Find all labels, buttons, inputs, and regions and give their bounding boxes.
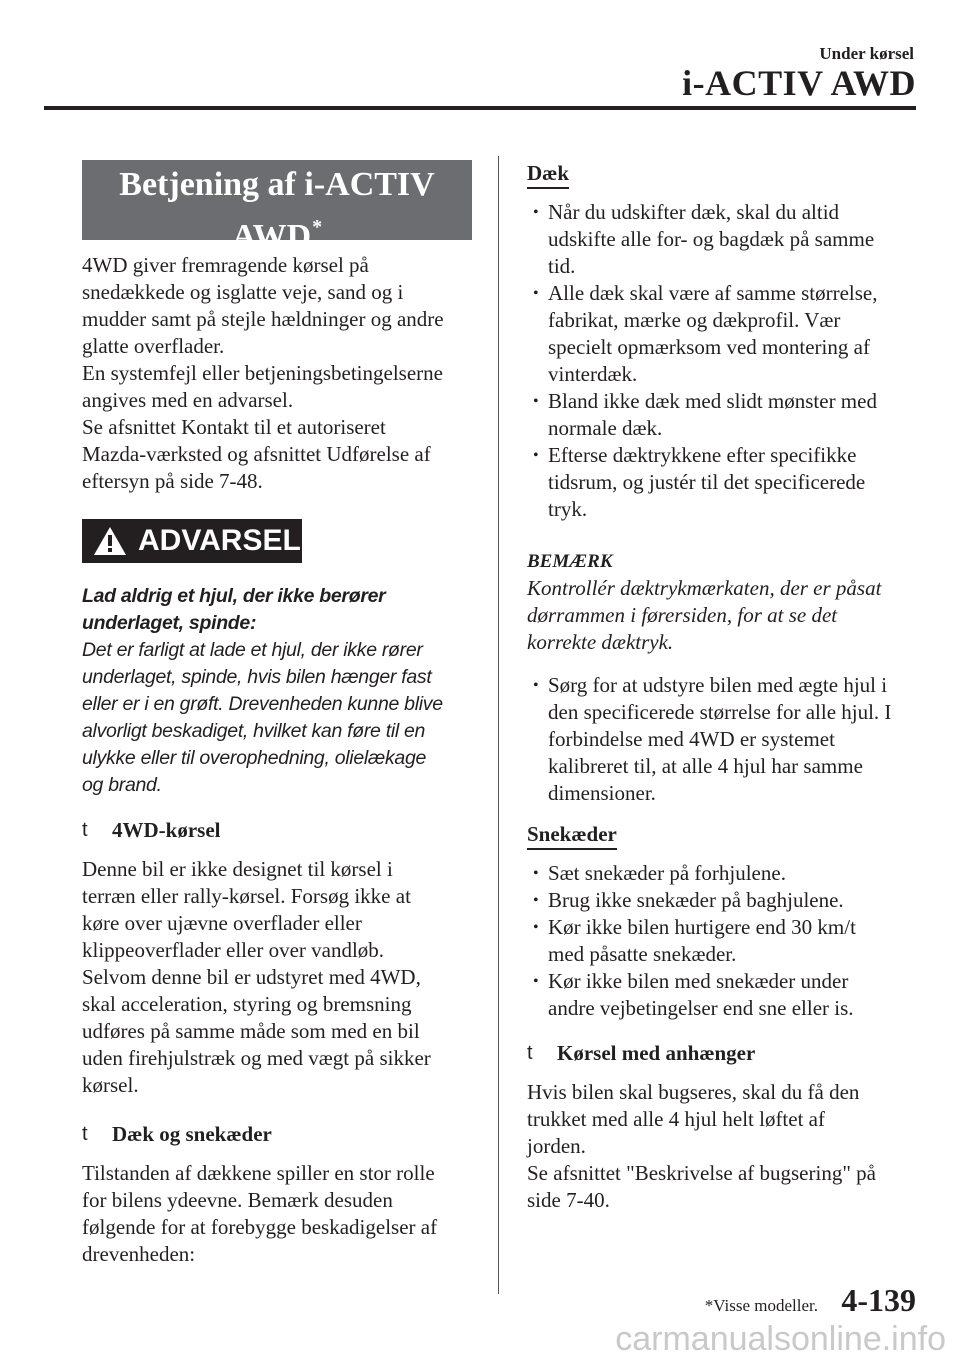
bullet-icon: •	[533, 204, 539, 221]
column-divider	[498, 156, 499, 1294]
bullet-icon: •	[533, 447, 539, 464]
subheading-trailer-text: Kørsel med anhænger	[557, 1041, 756, 1065]
paragraph-4wd	[82, 856, 472, 1099]
subheading-snow-chains: Snekæder	[527, 821, 617, 850]
footer-models-note: *Visse modeller.	[704, 1296, 818, 1315]
watermark: carmanualsonline.info	[615, 1320, 946, 1358]
paragraph-line: for bilens ydeevne. Bemærk desuden	[82, 1188, 393, 1212]
wheels-bullet-list	[527, 672, 927, 807]
paragraph-line: kørsel.	[82, 1073, 139, 1097]
list-item	[527, 442, 927, 523]
header-section-label: Under kørsel	[819, 44, 914, 63]
warning-heading-line: underlaget, spinde:	[82, 612, 257, 634]
left-column	[82, 160, 472, 1268]
warning-body-line: underlaget, spinde, hvis bilen hænger fast	[82, 666, 432, 688]
warning-text	[82, 583, 472, 799]
list-item	[527, 968, 927, 1022]
list-item-line: med påsatte snekæder.	[548, 942, 737, 966]
page-number: 4-139	[841, 1282, 916, 1318]
warning-body-line: alvorligt beskadiget, hvilket kan føre til en	[82, 720, 426, 742]
list-item	[527, 914, 927, 968]
list-item-line: tid.	[548, 254, 576, 278]
section-title-box	[82, 160, 472, 255]
warning-body-line: ulykke eller til overophedning, olielækage	[82, 747, 427, 769]
header-title: i-ACTIV AWD	[682, 63, 916, 103]
subheading-4wd	[82, 817, 472, 844]
note-line: dørrammen i førersiden, for at se det	[527, 603, 838, 627]
intro-paragraph	[82, 252, 472, 495]
section-marker: t	[527, 1042, 533, 1064]
list-item-line: normale dæk.	[548, 416, 663, 440]
list-item-line: Kør ikke bilen med snekæder under	[548, 969, 849, 993]
list-item-line: Sæt snekæder på forhjulene.	[548, 861, 786, 885]
models-asterisk: *	[312, 216, 323, 238]
paragraph-line: uden firehjulstræk og med vægt på sikker	[82, 1046, 431, 1070]
section-title-line2-text: AWD	[231, 218, 312, 255]
paragraph-line: Selvom denne bil er udstyret med 4WD,	[82, 965, 421, 989]
section-marker: t	[82, 1123, 88, 1145]
paragraph-line: Tilstanden af dækkene spiller en stor rolle	[82, 1161, 435, 1185]
section-title-line1: Betjening af i-ACTIV	[119, 166, 435, 203]
note-line: Kontrollér dæktrykmærkaten, der er påsat	[527, 576, 882, 600]
list-item-line: andre vejbetingelser end sne eller is.	[548, 996, 854, 1020]
warning-badge	[82, 519, 302, 563]
list-item-line: Brug ikke snekæder på baghjulene.	[548, 888, 844, 912]
subheading-tires: Dæk	[527, 160, 569, 189]
paragraph-line: jorden.	[527, 1134, 586, 1158]
list-item-line: Efterse dæktrykkene efter specifikke	[548, 443, 857, 467]
list-item-line: Alle dæk skal være af samme størrelse,	[548, 281, 878, 305]
list-item-line: tidsrum, og justér til det specificerede	[548, 470, 866, 494]
list-item	[527, 280, 927, 388]
note-body	[527, 575, 927, 656]
bullet-icon: •	[533, 393, 539, 410]
paragraph-line: side 7-40.	[527, 1188, 610, 1212]
list-item-line: fabrikat, mærke og dækprofil. Vær	[548, 308, 841, 332]
paragraph-line: udføres på samme måde som med en bil	[82, 1019, 420, 1043]
warning-triangle-icon	[92, 525, 128, 557]
intro-line: mudder samt på stejle hældninger og andre	[82, 307, 444, 331]
paragraph-line: køre over ujævne overflader eller	[82, 911, 362, 935]
tires-bullet-list	[527, 199, 927, 523]
intro-line: Mazda-værksted og afsnittet Udførelse af	[82, 442, 431, 466]
paragraph-line: Hvis bilen skal bugseres, skal du få den	[527, 1080, 860, 1104]
subheading-tires-chains-text: Dæk og snekæder	[112, 1122, 272, 1146]
warning-label: ADVARSEL	[138, 524, 301, 557]
warning-heading-line: Lad aldrig et hjul, der ikke berører	[82, 585, 386, 607]
list-item-line: kalibreret til, at alle 4 hjul har samme	[548, 754, 863, 778]
list-item-line: vinterdæk.	[548, 362, 638, 386]
intro-line: eftersyn på side 7-48.	[82, 469, 263, 493]
note-line: korrekte dæktryk.	[527, 630, 674, 654]
bullet-icon: •	[533, 285, 539, 302]
header-rule	[44, 106, 916, 110]
paragraph-line: følgende for at forebygge beskadigelser af	[82, 1215, 438, 1239]
intro-line: En systemfejl eller betjeningsbetingelserne	[82, 361, 443, 385]
list-item	[527, 860, 927, 887]
list-item-line: Sørg for at udstyre bilen med ægte hjul i	[548, 673, 888, 697]
list-item-line: udskifte alle for- og bagdæk på samme	[548, 227, 875, 251]
list-item-line: forbindelse med 4WD er systemet	[548, 727, 835, 751]
paragraph-trailer	[527, 1079, 927, 1214]
paragraph-tires	[82, 1160, 472, 1268]
intro-line: snedækkede og isglatte veje, sand og i	[82, 280, 404, 304]
paragraph-line: trukket med alle 4 hjul helt løftet af	[527, 1107, 825, 1131]
section-title-line2	[82, 206, 472, 258]
bullet-icon: •	[533, 892, 539, 909]
list-item	[527, 887, 927, 914]
bullet-icon: •	[533, 973, 539, 990]
paragraph-line: drevenheden:	[82, 1242, 196, 1266]
list-item-line: dimensioner.	[548, 781, 656, 805]
subheading-tires-chains	[82, 1121, 472, 1148]
list-item-line: tryk.	[548, 497, 588, 521]
list-item	[527, 199, 927, 280]
warning-body-line: Det er farligt at lade et hjul, der ikke rører	[82, 639, 423, 661]
intro-line: Se afsnittet Kontakt til et autoriseret	[82, 415, 386, 439]
right-column	[527, 160, 927, 1214]
warning-body-line: og brand.	[82, 774, 162, 796]
list-item-line: Når du udskifter dæk, skal du altid	[548, 200, 840, 224]
snow-chains-bullet-list	[527, 860, 927, 1022]
note-heading: BEMÆRK	[527, 551, 613, 572]
paragraph-line: skal acceleration, styring og bremsning	[82, 992, 412, 1016]
list-item	[527, 388, 927, 442]
list-item	[527, 672, 927, 807]
bullet-icon: •	[533, 919, 539, 936]
intro-line: 4WD giver fremragende kørsel på	[82, 253, 369, 277]
section-marker: t	[82, 819, 88, 841]
bullet-icon: •	[533, 865, 539, 882]
warning-body-line: eller er i en grøft. Drevenheden kunne blive	[82, 693, 443, 715]
paragraph-line: Denne bil er ikke designet til kørsel i	[82, 857, 393, 881]
subheading-4wd-text: 4WD-kørsel	[112, 818, 221, 842]
paragraph-line: Se afsnittet "Beskrivelse af bugsering" på	[527, 1161, 876, 1185]
bullet-icon: •	[533, 677, 539, 694]
intro-line: glatte overflader.	[82, 334, 225, 358]
intro-line: angives med en advarsel.	[82, 388, 294, 412]
paragraph-line: klippeoverflader eller over vandløb.	[82, 938, 385, 962]
list-item-line: specielt opmærksom ved montering af	[548, 335, 870, 359]
subheading-trailer	[527, 1040, 927, 1067]
paragraph-line: terræn eller rally-kørsel. Forsøg ikke at	[82, 884, 411, 908]
list-item-line: Kør ikke bilen hurtigere end 30 km/t	[548, 915, 856, 939]
list-item-line: Bland ikke dæk med slidt mønster med	[548, 389, 877, 413]
list-item-line: den specificerede størrelse for alle hjul. I	[548, 700, 892, 724]
